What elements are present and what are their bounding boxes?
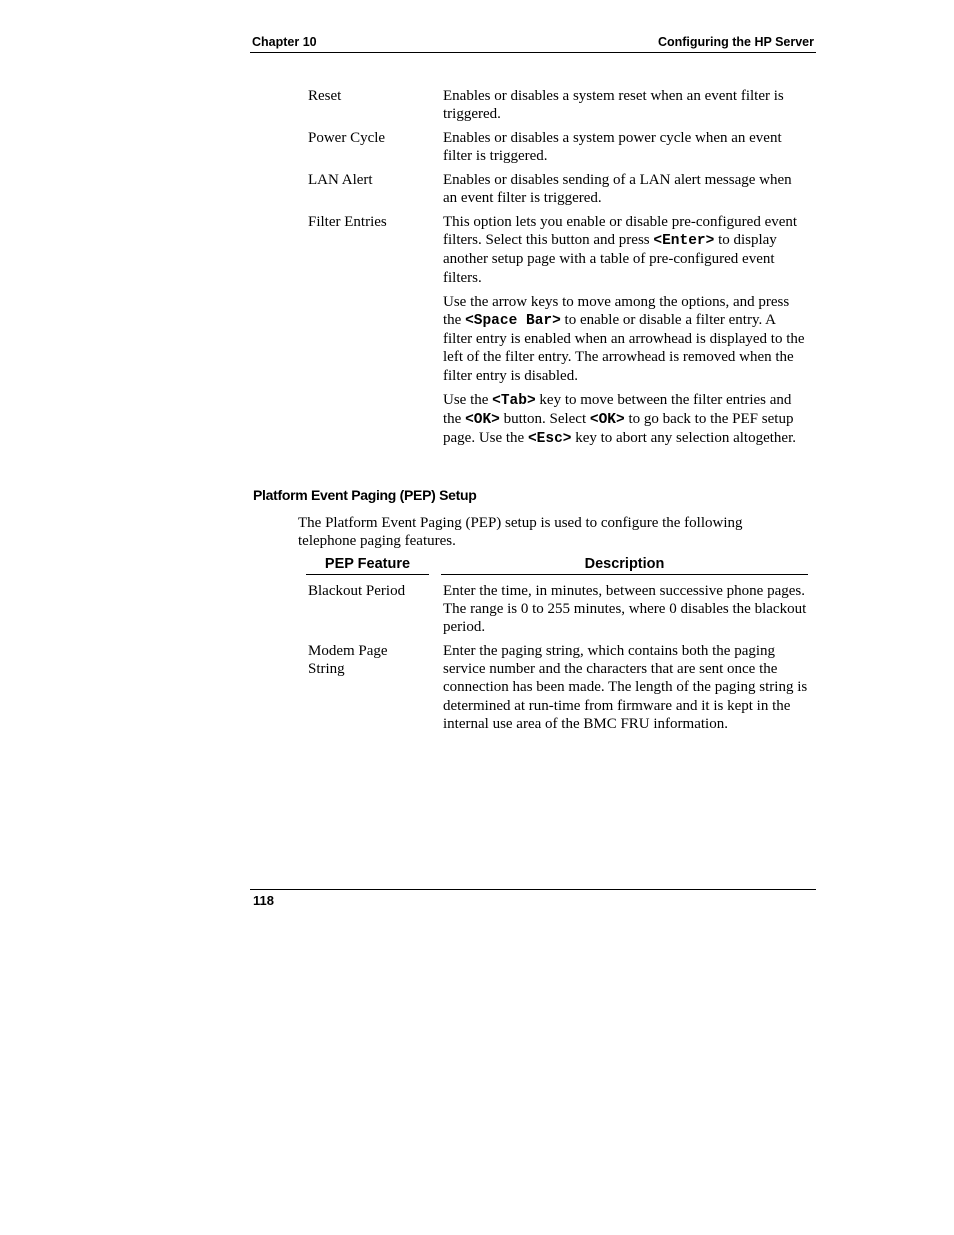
- text-run: to enable or disable a filter entry. A filter entry is enabled when an arrowhead is displayed to the left of the filter entry. The arrowhead is removed when the filter entry is disabled.: [443, 312, 805, 384]
- section-intro: The Platform Event Paging (PEP) setup is used to configure the following telephone paging features.: [298, 515, 743, 550]
- feature-description: Enter the time, in minutes, between successive phone pages. The range is 0 to 255 minutes, where 0 disables the blackout period.: [443, 583, 807, 636]
- text-run: key to move between the filter entries and the: [443, 391, 792, 428]
- section-heading: Platform Event Paging (PEP) Setup: [253, 487, 477, 503]
- option-term: LAN Alert: [308, 172, 373, 188]
- chapter-label: Chapter 10: [252, 35, 317, 49]
- option-description: Enables or disables a system power cycle when an event filter is triggered.: [443, 130, 782, 165]
- option-description: Enables or disables sending of a LAN alert message when an event filter is triggered.: [443, 172, 792, 207]
- key-space-bar: <Space Bar>: [465, 313, 561, 330]
- key-tab: <Tab>: [492, 392, 536, 409]
- option-description: [443, 213, 808, 454]
- feature-term: Blackout Period: [308, 583, 406, 599]
- option-term: Power Cycle: [308, 130, 386, 146]
- feature-term: Modem Page String: [308, 643, 388, 678]
- text-run: key to abort any selection altogether.: [571, 430, 796, 447]
- key-ok: <OK>: [465, 412, 500, 429]
- option-term: Reset: [308, 88, 342, 104]
- key-enter: <Enter>: [653, 233, 715, 250]
- text-run: to display another setup page with a table of pre-configured event filters.: [443, 232, 777, 286]
- filter-entries-paragraph-1: [443, 213, 808, 287]
- key-esc: <Esc>: [527, 431, 572, 448]
- option-description: Enables or disables a system reset when an event filter is triggered.: [443, 88, 784, 123]
- text-run: Use the: [443, 391, 493, 408]
- text-run: This option lets you enable or disable pre-configured event filters. Select this button and press: [443, 214, 798, 249]
- filter-entries-paragraph-2: [443, 293, 808, 385]
- feature-description: Enter the paging string, which contains both the paging service number and the characters that are sent once the connection has been made. The length of the paging string is determined at run-time from firmware and it is kept in the internal use area of the BMC FRU information.: [443, 643, 808, 732]
- text-run: button. Select: [499, 411, 590, 428]
- option-term: Filter Entries: [308, 214, 387, 230]
- key-ok: <OK>: [589, 412, 625, 429]
- footer-rule: [250, 889, 816, 890]
- filter-entries-paragraph-3: [443, 391, 808, 449]
- column-header-feature: PEP Feature: [306, 556, 429, 575]
- chapter-title: Configuring the HP Server: [657, 35, 814, 49]
- page-number: 118: [253, 893, 274, 908]
- column-header-description: Description: [441, 556, 808, 575]
- page-header: [250, 34, 816, 53]
- text-run: to go back to the PEF setup page. Use the: [443, 411, 794, 447]
- text-run: Use the arrow keys to move among the options, and press the: [443, 293, 790, 329]
